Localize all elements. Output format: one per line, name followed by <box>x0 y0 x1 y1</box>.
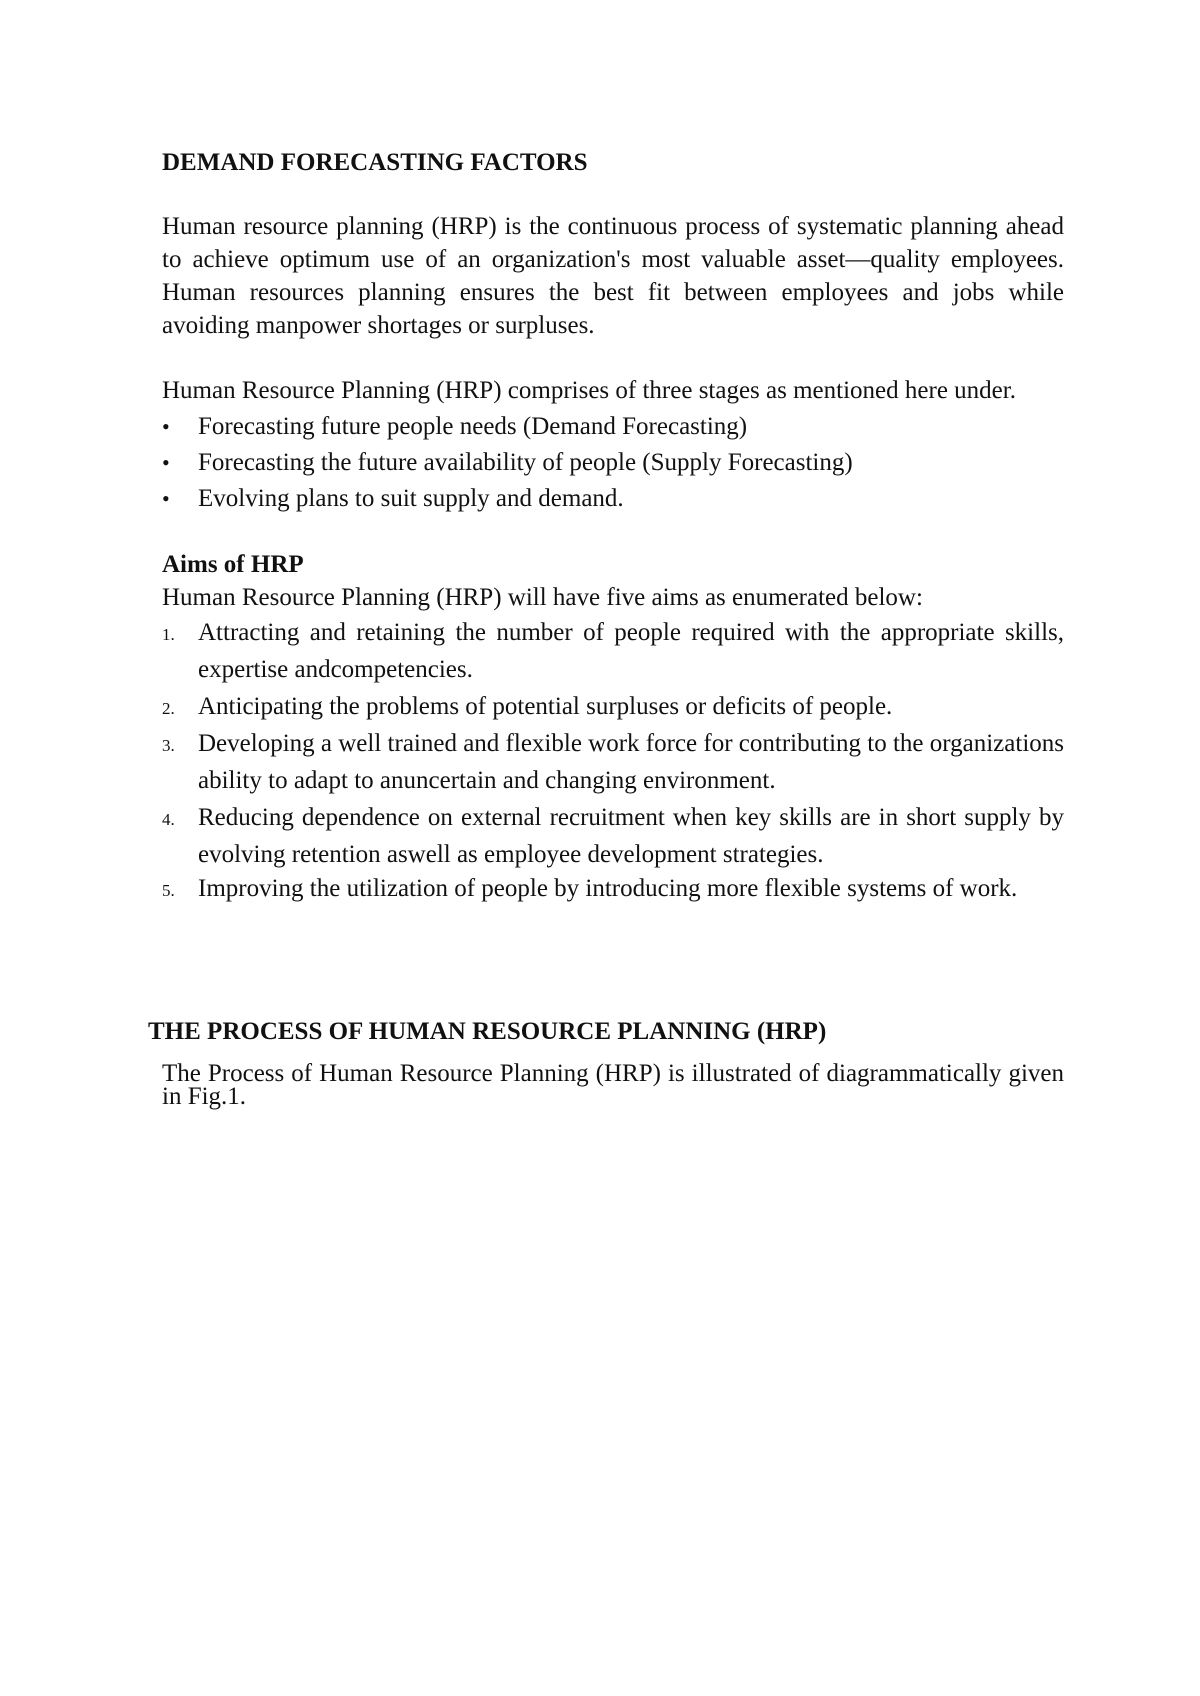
intro-paragraph: Human resource planning (HRP) is the continuous process of systematic planning ahead to achieve optimum use of an organization's most valuable asset—quality employees. Human resources planning ensures the best fit between employees and jobs while avoiding manpower shortages or surpluses. <box>162 213 1064 339</box>
list-item <box>162 445 1064 481</box>
list-item <box>162 409 1064 445</box>
aims-list <box>162 614 1064 904</box>
list-item-text: Attracting and retaining the number of people required with the appropriate skills, expertise andcompetencies. <box>198 619 1064 683</box>
list-item-number: 2. <box>162 699 175 718</box>
list-item-number: 4. <box>162 810 175 829</box>
list-item <box>162 725 1064 799</box>
heading-demand-forecasting-factors: DEMAND FORECASTING FACTORS <box>162 149 588 176</box>
list-item <box>162 799 1064 873</box>
list-item <box>162 481 1064 517</box>
list-item-text: Anticipating the problems of potential surpluses or deficits of people. <box>198 693 893 720</box>
process-paragraph: The Process of Human Resource Planning (HRP) is illustrated of diagrammatically given in Fig.1. <box>162 1060 1064 1110</box>
list-item-number: 1. <box>162 625 175 644</box>
list-item-text: Reducing dependence on external recruitment when key skills are in short supply by evolving retention aswell as employee development strategies. <box>198 804 1064 868</box>
list-item-text: Developing a well trained and flexible work force for contributing to the organizations ability to adapt to anuncertain and changing environment. <box>198 730 1064 794</box>
list-item <box>162 688 1064 725</box>
list-item-text: Forecasting future people needs (Demand Forecasting) <box>198 413 748 440</box>
aims-intro-paragraph: Human Resource Planning (HRP) will have five aims as enumerated below: <box>162 584 923 611</box>
bullet-icon: • <box>162 486 170 511</box>
heading-aims-of-hrp: Aims of HRP <box>162 551 304 578</box>
heading-process-of-hrp: THE PROCESS OF HUMAN RESOURCE PLANNING (HRP) <box>148 1018 827 1045</box>
list-item-text: Forecasting the future availability of people (Supply Forecasting) <box>198 449 853 476</box>
stages-list <box>162 409 1064 517</box>
bullet-icon: • <box>162 450 170 475</box>
list-item-text: Improving the utilization of people by introducing more flexible systems of work. <box>198 875 1018 902</box>
stages-paragraph: Human Resource Planning (HRP) comprises of three stages as mentioned here under. <box>162 377 1016 404</box>
list-item-text: Evolving plans to suit supply and demand. <box>198 485 624 512</box>
list-item-number: 5. <box>162 881 175 900</box>
bullet-icon: • <box>162 414 170 439</box>
list-item-number: 3. <box>162 736 175 755</box>
document-body <box>162 148 1064 904</box>
list-item <box>162 873 1064 904</box>
list-item <box>162 614 1064 688</box>
